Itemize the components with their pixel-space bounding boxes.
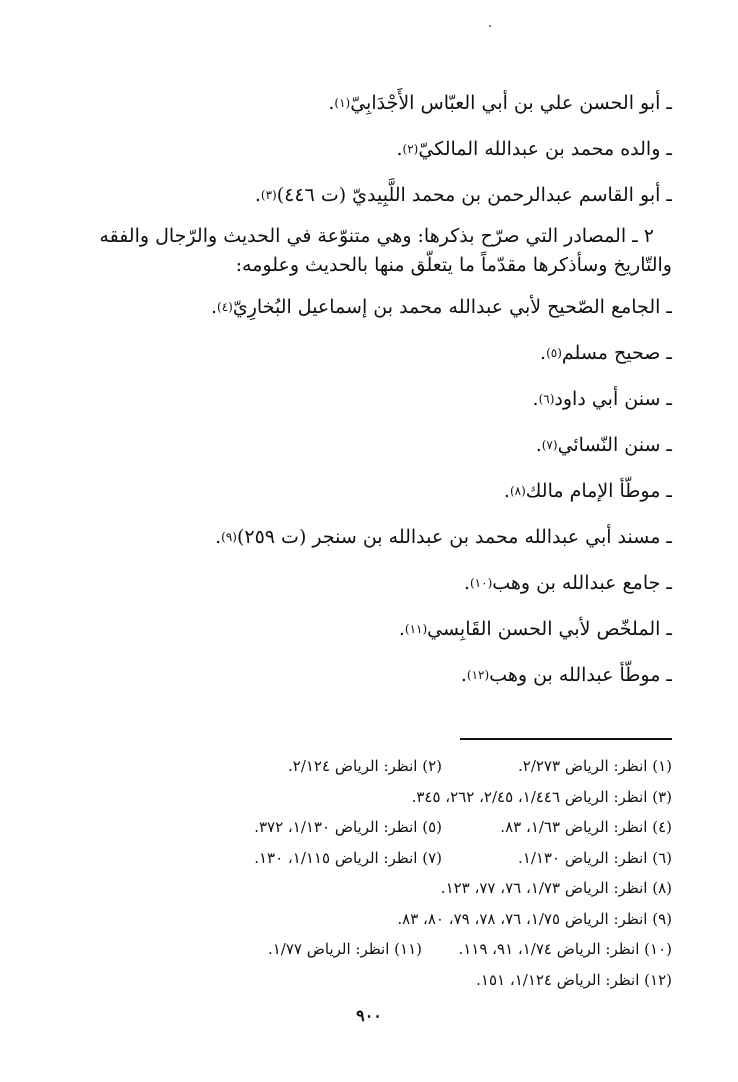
list-item-end: .	[396, 138, 403, 160]
footnote: (١) انظر: الرياض ٢/٢٧٣.	[517, 757, 672, 776]
footnote: (١٢) انظر: الرياض ١/١٢٤، ١٥١.	[476, 970, 672, 989]
list-item: ـ سنن أبي داود (٦) .	[532, 388, 672, 410]
footnote: (٤) انظر: الرياض ١/٦٣، ٨٣.	[500, 818, 672, 837]
list-item: ـ الجامع الصّحيح لأبي عبدالله محمد بن إسماعيل البُخارِيّ (٤) .	[210, 296, 672, 318]
list-item: ـ أبو الحسن علي بن أبي العبّاس الأَجْدَابِيّ (١) .	[328, 92, 672, 114]
footnote: (٧) انظر: الرياض ١/١١٥، ١٣٠.	[254, 848, 442, 867]
list-item-text: ـ أبو القاسم عبدالرحمن بن محمد اللَّبِيديّ (ت ٤٤٦)	[276, 184, 672, 206]
list-item-end: .	[328, 92, 335, 114]
list-item: ـ مسند أبي عبدالله محمد بن عبدالله بن سنجر (ت ٢٥٩) (٩) .	[215, 526, 672, 548]
list-item: ـ والده محمد بن عبدالله المالكيّ (٢) .	[396, 138, 672, 160]
list-item-end: .	[460, 664, 467, 686]
list-item-end: .	[210, 296, 218, 318]
list-item: ـ جامع عبدالله بن وهب (١٠) .	[463, 572, 672, 594]
footnote-row	[62, 751, 672, 782]
list-item-text: ـ الملخّص لأبي الحسن القَابِسي	[427, 618, 672, 640]
footnote: (٩) انظر: الرياض ١/٧٥، ٧٦، ٧٨، ٧٩، ٨٠، ٨٣.	[397, 909, 672, 928]
list-item: ـ موطّأ الإمام مالك (٨) .	[503, 480, 672, 502]
list-item-text: ـ سنن النّسائي	[557, 434, 672, 456]
footnote-row	[62, 873, 672, 904]
list-item-text: ـ الجامع الصّحيح لأبي عبدالله محمد بن إسماعيل البُخارِيّ	[232, 296, 672, 318]
paragraph-line: والتّاريخ وسأذكرها مقدّماً ما يتعلّق منها بالحديث وعلومه:	[235, 254, 672, 276]
page-number: ٩٠٠	[356, 1006, 382, 1025]
list-item-end: .	[535, 434, 542, 456]
footnote-row	[62, 904, 672, 935]
list-item-end: .	[215, 526, 222, 548]
list-item-text: ـ جامع عبدالله بن وهب	[492, 572, 672, 594]
footnote-row	[62, 782, 672, 813]
list-item: ـ سنن النّسائي (٧) .	[535, 434, 672, 456]
footnote: (٢) انظر: الرياض ٢/١٢٤.	[287, 757, 442, 776]
list-item-text: ـ أبو الحسن علي بن أبي العبّاس الأَجْدَابِيّ	[350, 92, 672, 114]
scan-speck	[489, 25, 491, 27]
list-item: ـ صحيح مسلم (٥) .	[540, 342, 672, 364]
main-text	[62, 80, 672, 698]
list-item-end: .	[503, 480, 510, 502]
footnote-row	[62, 934, 672, 965]
list-item-text: ـ والده محمد بن عبدالله المالكيّ	[418, 138, 672, 160]
list-item-end: .	[532, 388, 539, 410]
footnote-row	[62, 812, 672, 843]
list-item-text: ـ موطّأ عبدالله بن وهب	[489, 664, 672, 686]
list-item-text: ـ موطّأ الإمام مالك	[525, 480, 672, 502]
paragraph-line: ٢ ـ المصادر التي صرّح بذكرها: وهي متنوّعة في الحديث والرّجال والفقه	[99, 225, 654, 247]
list-item-end: .	[398, 618, 405, 640]
footnote: (٥) انظر: الرياض ١/١٣٠، ٣٧٢.	[254, 818, 442, 837]
footnotes	[62, 751, 672, 995]
list-item-end: .	[463, 572, 470, 594]
footnote-row	[62, 965, 672, 996]
footnote: (١٠) انظر: الرياض ١/٧٤، ٩١، ١١٩.	[458, 940, 672, 959]
list-item-text: ـ مسند أبي عبدالله محمد بن عبدالله بن سنجر (ت ٢٥٩)	[236, 526, 672, 548]
list-item: ـ الملخّص لأبي الحسن القَابِسي (١١) .	[398, 618, 672, 640]
footnote: (٣) انظر: الرياض ١/٤٤٦، ٢/٤٥، ٢٦٢، ٣٤٥.	[411, 787, 672, 806]
section-paragraph	[62, 218, 672, 284]
list-item: ـ موطّأ عبدالله بن وهب (١٢) .	[460, 664, 672, 686]
footnote: (١١) انظر: الرياض ١/٧٧.	[267, 940, 422, 959]
list-item-text: ـ سنن أبي داود	[554, 388, 672, 410]
footnote-row	[62, 843, 672, 874]
list-item-text: ـ صحيح مسلم	[561, 342, 672, 364]
list-item: ـ أبو القاسم عبدالرحمن بن محمد اللَّبِيديّ (ت ٤٤٦) (٣) .	[254, 184, 672, 206]
footnote: (٦) انظر: الرياض ١/١٣٠.	[517, 848, 672, 867]
footnote: (٨) انظر: الرياض ١/٧٣، ٧٦، ٧٧، ١٢٣.	[440, 879, 672, 898]
list-item-end: .	[540, 342, 547, 364]
footnote-divider	[460, 738, 672, 740]
list-item-end: .	[254, 184, 261, 206]
